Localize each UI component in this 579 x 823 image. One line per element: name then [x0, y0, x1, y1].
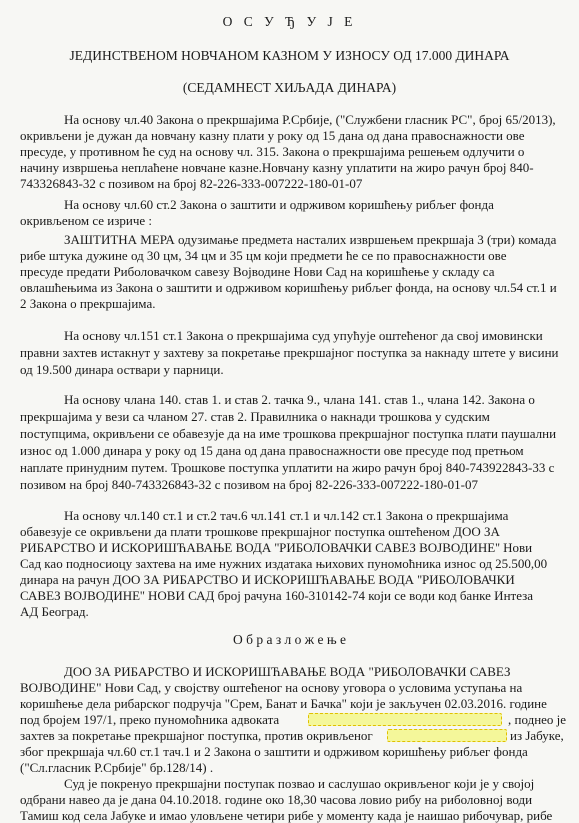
text-line: 743326843-32 с позивом на број 82-226-333-007222-180-01-07 [20, 176, 363, 191]
text-line: окривљеном се изриче : [20, 213, 152, 228]
fine-amount: ЈЕДИНСТВЕНОМ НОВЧАНОМ КАЗНОМ У ИЗНОСУ ОД 17.000 ДИНАРА [69, 48, 510, 63]
text-line: рибе штука дужине од 30 цм, 34 цм и 35 цм који предмети ће се по правоснажности ове [20, 248, 507, 263]
text-line: захтев за покретање прекршајног поступка, против окривљеног [20, 728, 373, 743]
text-line: Тамиш код села Јабуке и имао уловљене четири рибе у моменту када је наишао рибочувар, рибе [20, 808, 553, 823]
text-line: Сад као подносиоцу захтева на име нужних издатака њихових пуномоћника износ од 25.500,00 [20, 556, 548, 571]
text-line: На основу чл.151 ст.1 Закона о прекршајима суд упућује оштећеног да свој имовински [64, 328, 543, 343]
text-line: пресуде, у противном ће суд на основу чл. 315. Закона о прекршајима решењем одлучити о [20, 144, 525, 159]
text-line: АД Београд. [20, 604, 89, 619]
text-line: На основу чл.60 ст.2 Закона о заштити и одрживом коришћењу рибљег фонда [64, 197, 494, 212]
text-line: од 19.500 динара оствари у парници. [20, 362, 224, 377]
text-line: поступцима, окривљени се обавезује да на име трошкова прекршајног поступка плати паушални [20, 426, 557, 441]
text-line: ВОЈВОДИНЕ" Нови Сад, у својству оштећеног на основу уговора о условима уступања на [20, 680, 523, 695]
text-line: коришћење дела рибарског подручја "Срем, Банат и Бачка" који је закључен 02.03.2016. године [20, 696, 547, 711]
text-line: динара на рачун ДОО ЗА РИБАРСТВО И ИСКОРИШЋАВАЊЕ ВОДА ''РИБОЛОВАЧКИ [20, 572, 515, 587]
text-line: ("Сл.гласник Р.Србије" бр.128/14) . [20, 760, 214, 775]
redaction-mark [387, 729, 507, 742]
text-line: правни захтев истакнут у захтеву за покретање прекршајног поступка за накнаду штете у висини [20, 345, 559, 360]
text-line: ЗАШТИТНА МЕРА одузимање предмета насталих извршењем прекршаја 3 (три) комада [64, 232, 557, 247]
text-line: због прекршаја чл.60 ст.1 тач.1 и 2 Закона о заштити и одрживом коришћењу рибљег фонда [20, 744, 528, 759]
text-line: износ од 1.000 динара у року од 15 дана од дана правоснажности ове пресуде под претњом [20, 443, 524, 458]
text-line: одбрани навео да је дана 04.10.2018. године око 18,30 часова ловио рибу на риболовној води [20, 792, 533, 807]
text-line: На основу чл.40 Закона о прекршајима Р.Србије, ("Службени гласник РС", број 65/2013), [64, 112, 556, 127]
fine-amount-words: (СЕДАМНЕСТ ХИЉАДА ДИНАРА) [182, 80, 397, 95]
text-line: начину извршења неплаћене новчане казне.Новчану казну уплатити на жиро рачун број 840- [20, 160, 534, 175]
text-line: позивом на број 840-743326843-32 с позивом на број 82-226-333-007222-180-01-07 [20, 477, 478, 492]
text-line: На основу члана 140. став 1. и став 2. тачка 9., члана 141. став 1., члана 142. Закона о [64, 392, 535, 407]
text-line: ДОО ЗА РИБАРСТВО И ИСКОРИШЋАВАЊЕ ВОДА "РИБОЛОВАЧКИ САВЕЗ [64, 664, 511, 679]
text-line: 2 Закона о прекршајима. [20, 296, 156, 311]
verdict-title: О С У Ђ У Ј Е [222, 14, 357, 29]
text-line: Суд је покренуо прекршајни поступак позвао и саслушао окривљеног који је у својој [64, 776, 535, 791]
text-line: прекршајима у вези са чланом 27. став 2. Правилника о накнади трошкова у судским [20, 409, 490, 424]
text-line: под бројем 197/1, преко пуномоћника адвоката [20, 712, 280, 727]
text-line: На основу чл.140 ст.1 и ст.2 тач.6 чл.141 ст.1 и чл.142 ст.1 Закона о прекршајима [64, 508, 509, 523]
text-line: овлашћењима из Закона о заштити и одрживом коришћењу рибљег фонда, на основу чл.54 ст.1 и [20, 280, 557, 295]
text-line: наплате принудним путем. Трошкове поступка уплатити на жиро рачун број 840-743922843-33 с [20, 460, 555, 475]
text-line: пресуде предати Риболовачком савезу Војводине Нови Сад на коришћење у складу са [20, 264, 495, 279]
text-line: САВЕЗ ВОЈВОДИНЕ'' НОВИ САД број рачуна 160-310142-74 који се води код банке Интеза [20, 588, 534, 603]
text-line: , поднео је [508, 712, 567, 727]
reasoning-heading: О б р а з л о ж е њ е [232, 632, 346, 647]
redaction-mark [308, 713, 502, 726]
text-line: обавезује се окривљени да плати трошкове прекршајног поступка оштећеном ДОО ЗА [20, 524, 500, 539]
text-line: окривљени је дужан да новчану казну плати у року од 15 дана од дана правоснажности ове [20, 128, 525, 143]
text-line: РИБАРСТВО И ИСКОРИШЋАВАЊЕ ВОДА ''РИБОЛОВАЧКИ САВЕЗ ВОЈВОДИНЕ'' Нови [20, 540, 533, 555]
text-line: из Јабуке, [510, 728, 564, 743]
